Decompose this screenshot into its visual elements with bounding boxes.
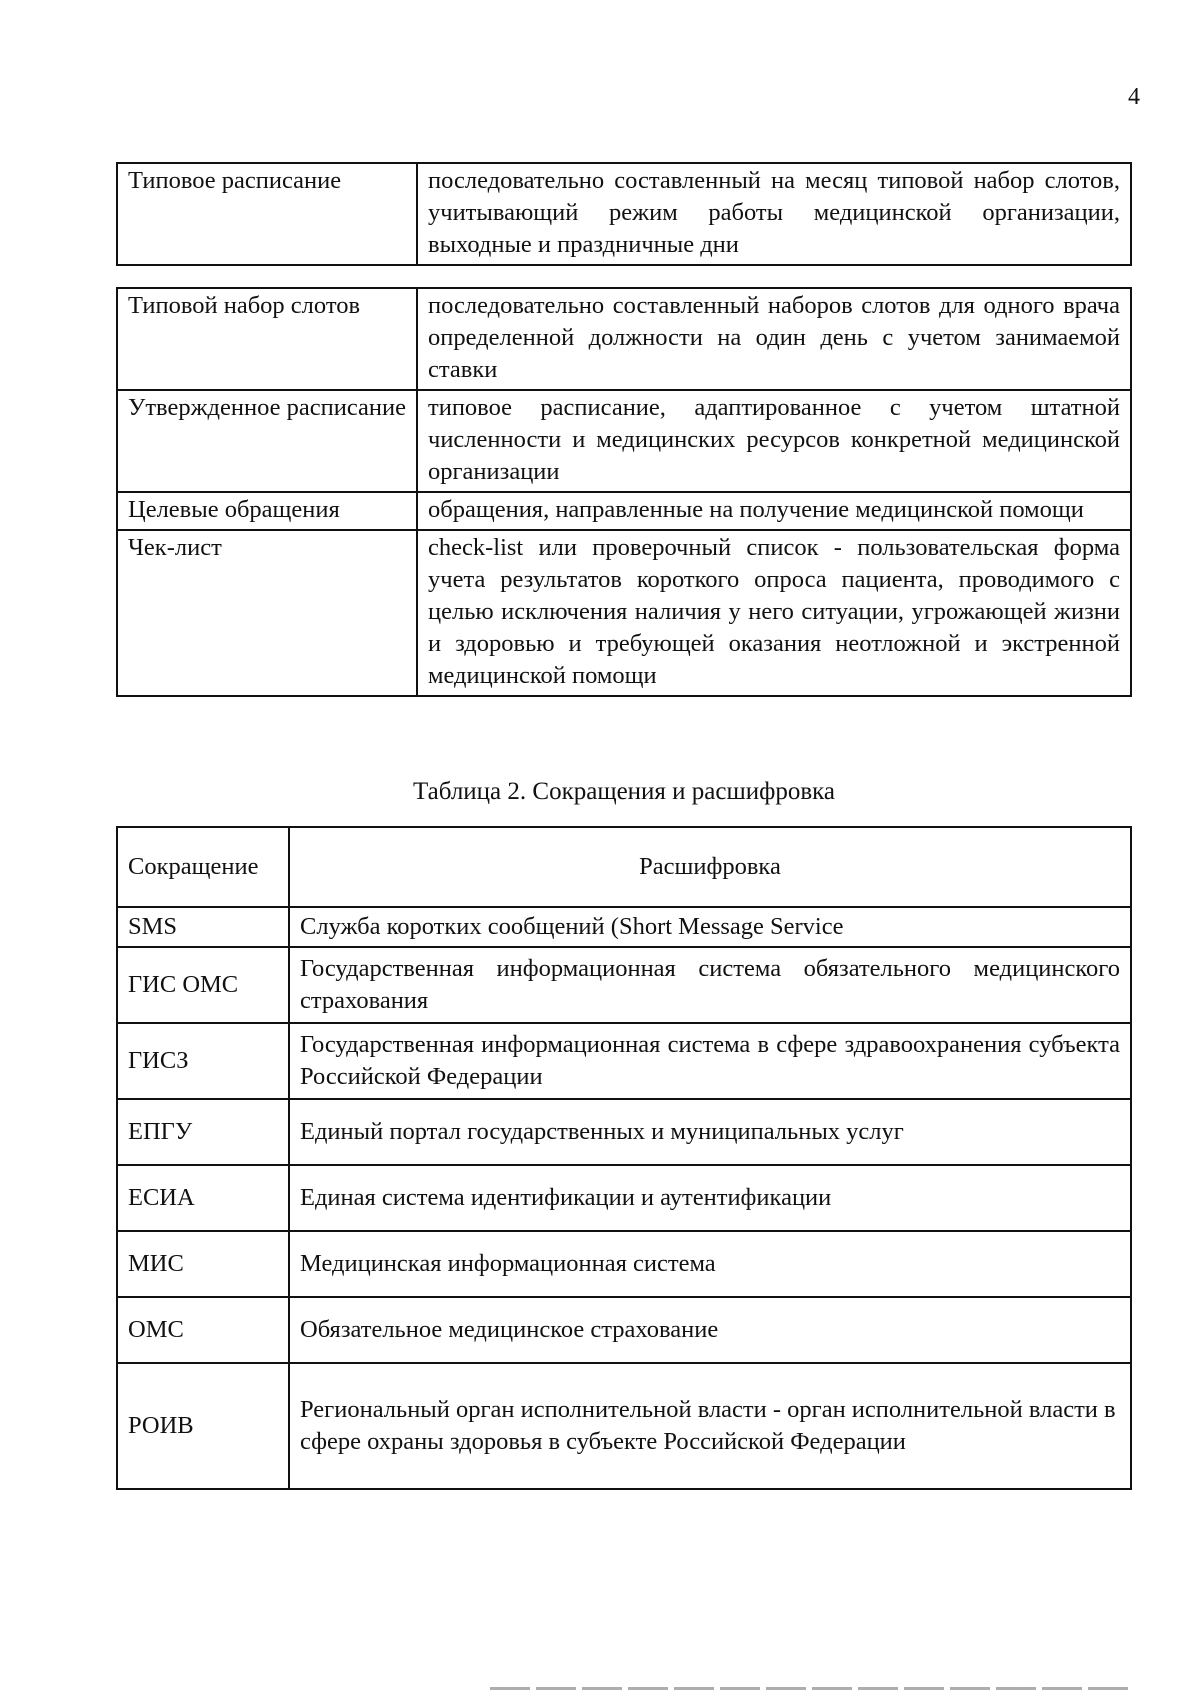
abbr-cell: РОИВ bbox=[117, 1363, 289, 1489]
table-row bbox=[117, 947, 1131, 1023]
abbr-cell: ЕСИА bbox=[117, 1165, 289, 1231]
table-row bbox=[117, 1297, 1131, 1363]
definition-cell: типовое расписание, адаптированное с учетом штатной численности и медицинских ресурсов конкретной медицинской организации bbox=[417, 390, 1131, 492]
definition-cell: последовательно составленный на месяц типовой набор слотов, учитывающий режим работы медицинской организации, выходные и праздничные дни bbox=[417, 163, 1131, 265]
meaning-cell: Региональный орган исполнительной власти - орган исполнительной власти в сфере охраны здоровья в субъекте Российской Федерации bbox=[289, 1363, 1131, 1489]
table-row bbox=[117, 530, 1131, 696]
table-row bbox=[117, 1165, 1131, 1231]
abbr-cell: SMS bbox=[117, 907, 289, 947]
table-row bbox=[117, 1231, 1131, 1297]
definition-cell: обращения, направленные на получение медицинской помощи bbox=[417, 492, 1131, 530]
table-row bbox=[117, 907, 1131, 947]
terms-table-part2 bbox=[116, 287, 1132, 697]
term-cell: Типовой набор слотов bbox=[117, 288, 417, 390]
term-cell: Целевые обращения bbox=[117, 492, 417, 530]
table-caption: Таблица 2. Сокращения и расшифровка bbox=[412, 778, 835, 805]
abbr-cell: ОМС bbox=[117, 1297, 289, 1363]
table-row bbox=[117, 1099, 1131, 1165]
meaning-cell: Государственная информационная система в сфере здравоохранения субъекта Российской Федерации bbox=[289, 1023, 1131, 1099]
table-row bbox=[117, 492, 1131, 530]
meaning-cell: Служба коротких сообщений (Short Message Service bbox=[289, 907, 1131, 947]
abbreviations-table bbox=[116, 826, 1132, 1490]
table-row bbox=[117, 390, 1131, 492]
abbr-cell: МИС bbox=[117, 1231, 289, 1297]
meaning-cell: Медицинская информационная система bbox=[289, 1231, 1131, 1297]
column-header-abbr: Сокращение bbox=[117, 827, 289, 907]
meaning-cell: Единая система идентификации и аутентификации bbox=[289, 1165, 1131, 1231]
abbr-cell: ЕПГУ bbox=[117, 1099, 289, 1165]
table-row bbox=[117, 1363, 1131, 1489]
terms-table-part1 bbox=[116, 162, 1132, 266]
term-cell: Утвержденное расписание bbox=[117, 390, 417, 492]
meaning-cell: Единый портал государственных и муниципальных услуг bbox=[289, 1099, 1131, 1165]
column-header-meaning: Расшифровка bbox=[289, 827, 1131, 907]
table-row bbox=[117, 163, 1131, 265]
table-row bbox=[117, 288, 1131, 390]
definition-cell: check-list или проверочный список - пользовательская форма учета результатов короткого опроса пациента, проводимого с целью исключения наличия у него ситуации, угрожающей жизни и здоровью и требующей оказания неотложной и экстренной медицинской помощи bbox=[417, 530, 1131, 696]
term-cell: Чек-лист bbox=[117, 530, 417, 696]
term-cell: Типовое расписание bbox=[117, 163, 417, 265]
definition-cell: последовательно составленный наборов слотов для одного врача определенной должности на один день с учетом занимаемой ставки bbox=[417, 288, 1131, 390]
abbr-cell: ГИСЗ bbox=[117, 1023, 289, 1099]
page-number: 4 bbox=[1128, 84, 1140, 110]
meaning-cell: Обязательное медицинское страхование bbox=[289, 1297, 1131, 1363]
scan-artifact-line bbox=[490, 1687, 1130, 1690]
table-row bbox=[117, 1023, 1131, 1099]
meaning-cell: Государственная информационная система обязательного медицинского страхования bbox=[289, 947, 1131, 1023]
header-row bbox=[117, 827, 1131, 907]
abbr-cell: ГИС ОМС bbox=[117, 947, 289, 1023]
